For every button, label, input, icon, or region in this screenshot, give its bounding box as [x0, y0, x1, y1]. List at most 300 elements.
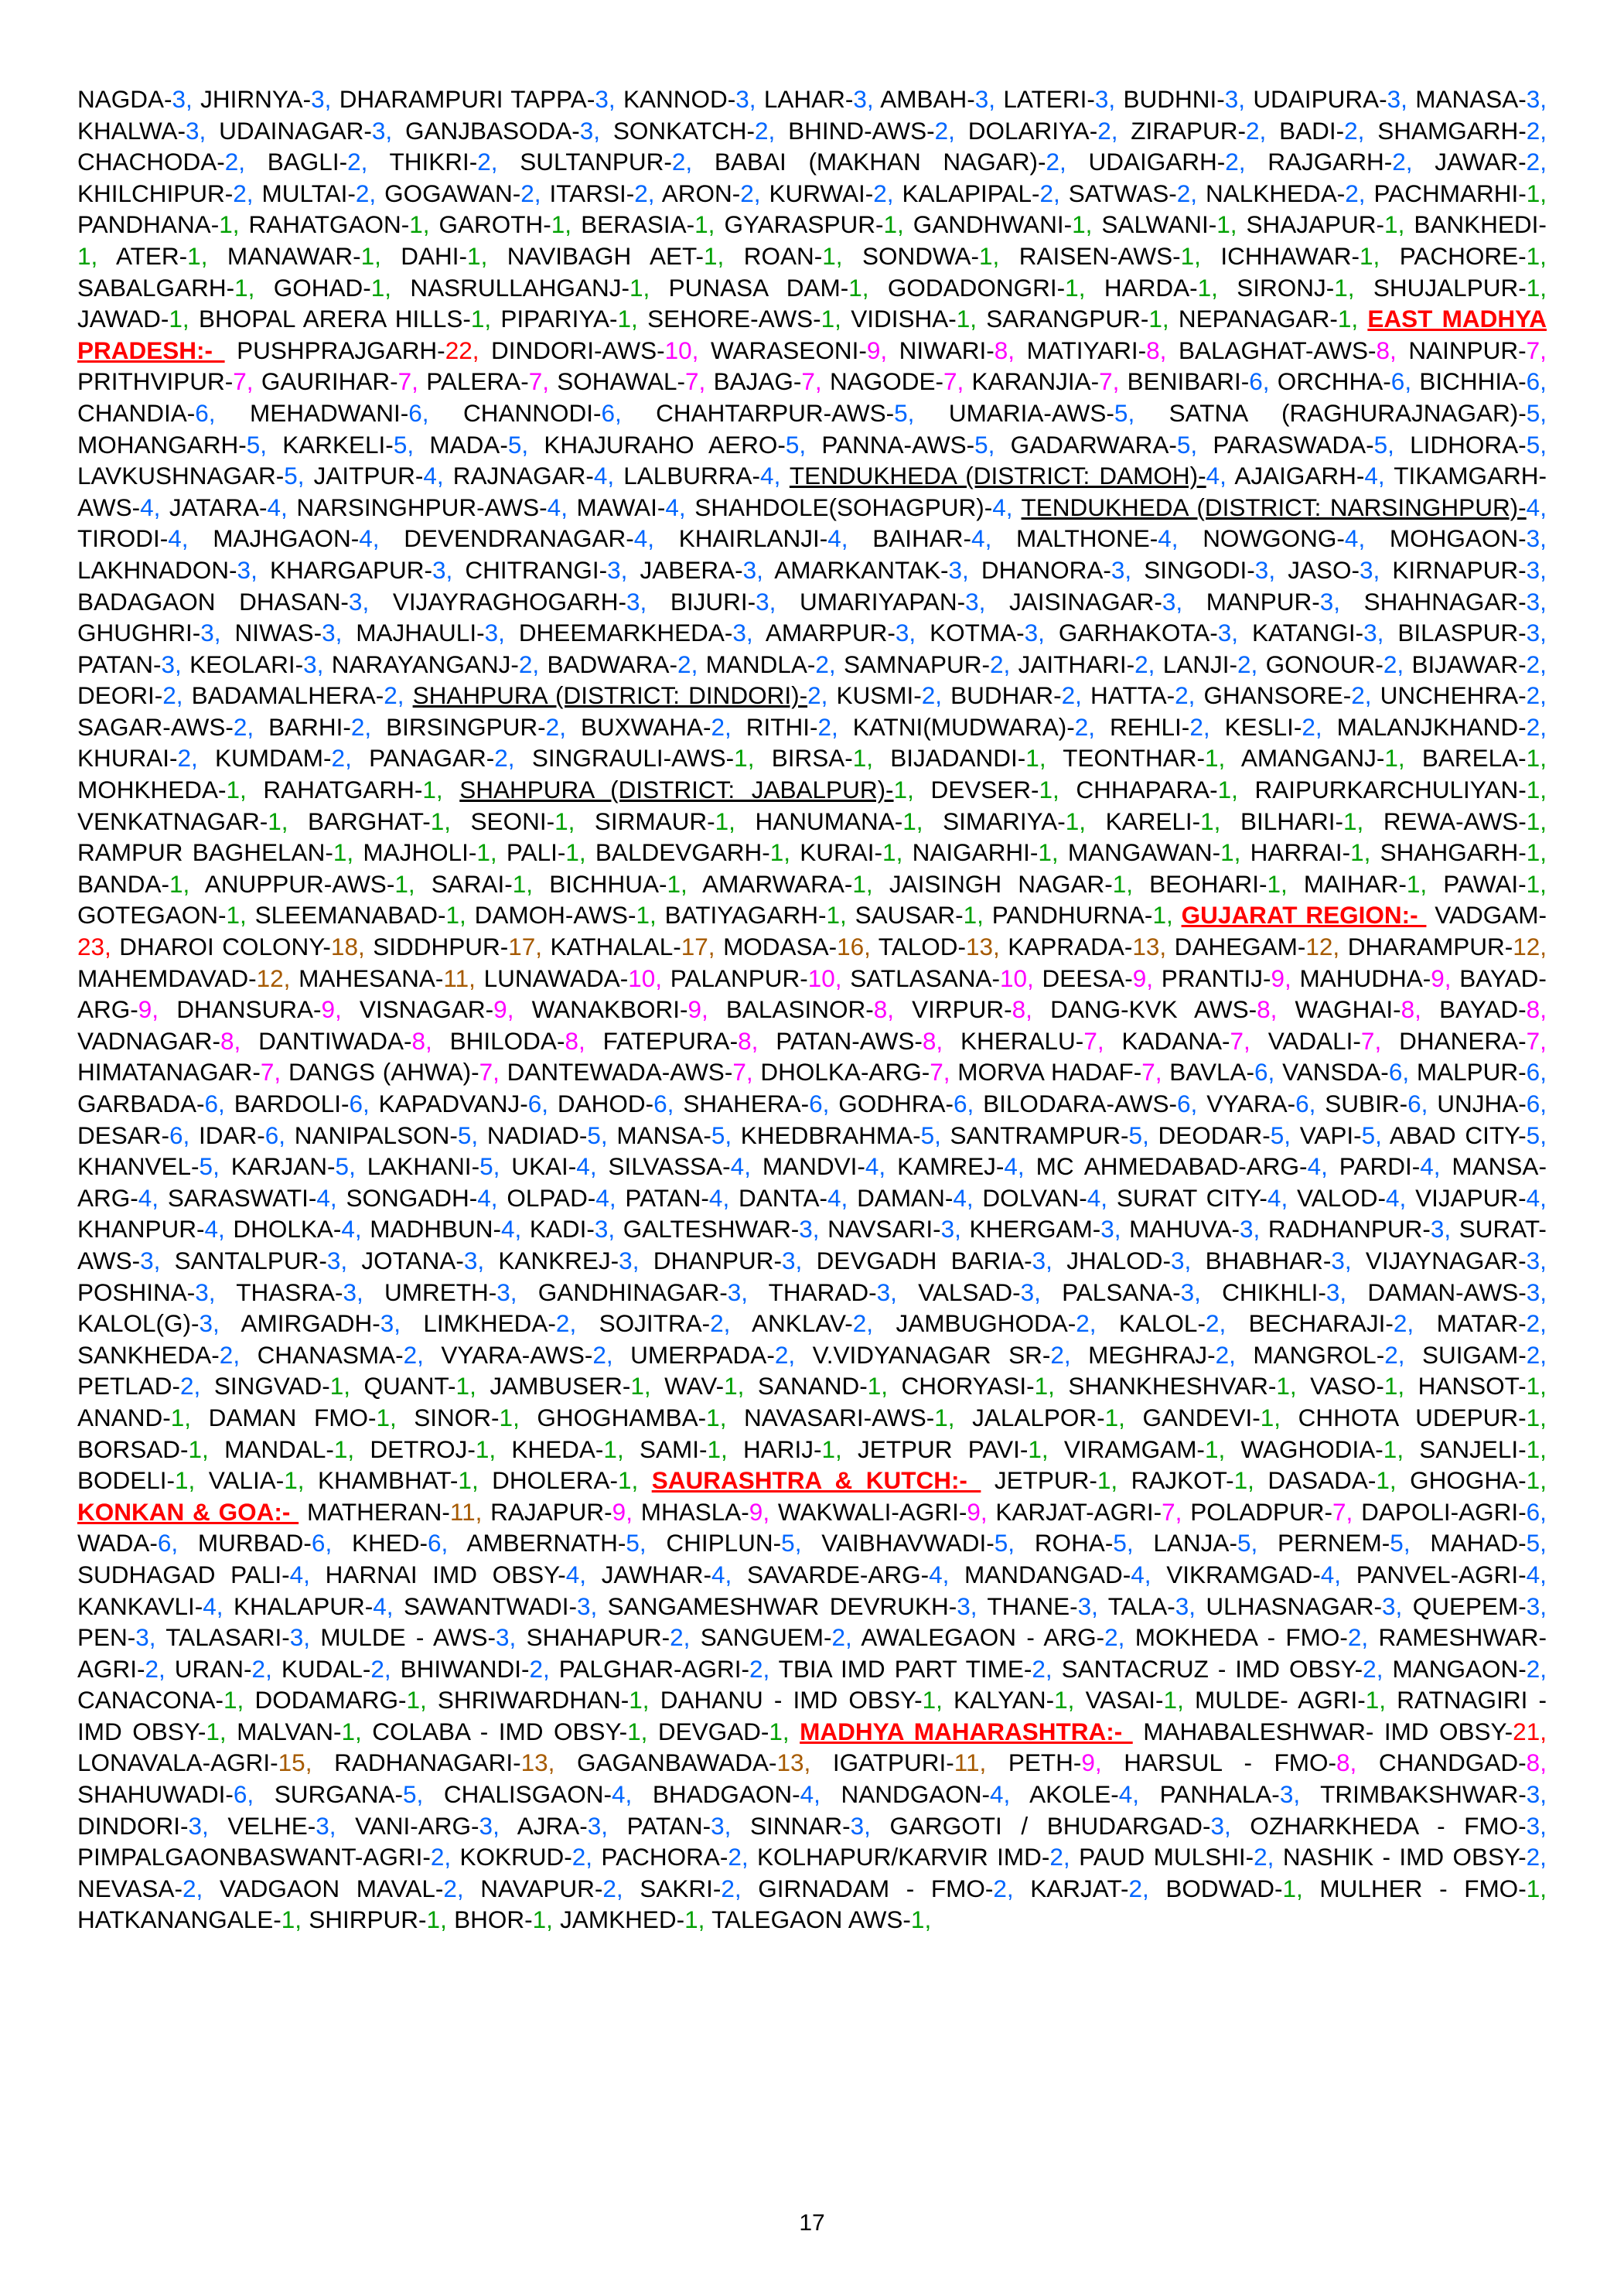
rainfall-count: 7, — [1162, 1497, 1182, 1526]
rainfall-count: 1, — [360, 241, 381, 270]
station-name: JABERA- — [640, 555, 743, 584]
rainfall-count: 2, — [355, 179, 377, 207]
rainfall-count: 1, — [169, 305, 189, 333]
station-name: AMARWARA- — [702, 869, 853, 898]
rainfall-count: 1, — [848, 273, 869, 302]
rainfall-count: 3, — [974, 85, 996, 113]
rainfall-count: 3, — [1387, 85, 1407, 113]
rainfall-count: 3, — [289, 1623, 311, 1652]
rainfall-count: 1, — [565, 838, 586, 867]
station-name: KUMDAM- — [215, 744, 332, 773]
station-name: MALPUR- — [1416, 1058, 1527, 1087]
rainfall-count: 1, — [1526, 1372, 1547, 1400]
rainfall-count: 2, — [477, 148, 498, 176]
rainfall-count: 8, — [1401, 995, 1421, 1024]
station-name: MANPUR- — [1206, 587, 1320, 616]
station-name: NAVSARI- — [827, 1215, 941, 1244]
rainfall-count: 4, — [501, 1215, 522, 1244]
rainfall-count: 1, — [512, 869, 534, 898]
rainfall-count: 3, — [1254, 555, 1276, 584]
station-name: NOWGONG- — [1203, 524, 1345, 553]
station-name: BILASPUR- — [1397, 619, 1527, 647]
rainfall-station-list-page — [77, 84, 1547, 1936]
rainfall-count: 3, — [316, 1811, 336, 1840]
station-name: SIMARIYA- — [943, 807, 1066, 835]
rainfall-count: 1, — [1526, 838, 1547, 867]
station-name: DEESA- — [1042, 964, 1133, 992]
station-name: MANDAL- — [224, 1435, 334, 1463]
rainfall-count: 1, — [1204, 1435, 1226, 1463]
station-name: KURAI- — [800, 838, 883, 867]
rainfall-count: 1, — [430, 807, 451, 835]
rainfall-count: 1, — [551, 210, 572, 239]
rainfall-count: 6, — [601, 398, 622, 427]
rainfall-count: 4, — [990, 1780, 1011, 1809]
rainfall-count: 5, — [1373, 430, 1394, 459]
station-name: BARELA- — [1421, 744, 1527, 773]
rainfall-count: 2, — [233, 712, 254, 741]
station-name: SANTALPUR- — [174, 1246, 327, 1274]
rainfall-count: 2, — [1345, 179, 1366, 207]
rainfall-count: 1, — [629, 273, 650, 302]
rainfall-count: 2, — [1205, 1309, 1227, 1338]
station-name: DOLARIYA- — [967, 116, 1098, 145]
rainfall-count: 1, — [1384, 210, 1405, 239]
station-name: MALVAN- — [237, 1717, 342, 1745]
rainfall-count: 7, — [930, 1058, 950, 1087]
station-name: MOHGAON- — [1389, 524, 1527, 553]
rainfall-count: 1, — [826, 901, 847, 930]
rainfall-count: 3, — [1381, 1592, 1403, 1620]
station-name: BHOPAL ARERA HILLS- — [198, 305, 471, 333]
rainfall-count: 5, — [1128, 1121, 1149, 1149]
rainfall-count: 6, — [1526, 1497, 1547, 1526]
rainfall-count: 5, — [1526, 398, 1547, 427]
station-name: BADWARA- — [547, 650, 678, 678]
station-name: AJRA- — [517, 1811, 588, 1840]
station-name: REWA-AWS- — [1383, 807, 1527, 835]
station-name: KHARGAPUR- — [269, 555, 432, 584]
rainfall-count: 2, — [1392, 148, 1413, 176]
station-name: KATANGI- — [1252, 619, 1364, 647]
rainfall-count: 3, — [1526, 85, 1547, 113]
rainfall-count: 3, — [348, 587, 370, 616]
station-name: KHED- — [352, 1529, 428, 1557]
rainfall-count: 5, — [1526, 1529, 1547, 1557]
rainfall-count: 1, — [852, 744, 874, 773]
rainfall-count: 8, — [1526, 1748, 1547, 1777]
station-name: WANAKBORI- — [531, 995, 688, 1024]
rainfall-count: 5, — [711, 1121, 732, 1149]
station-name: VYARA- — [1206, 1090, 1296, 1117]
rainfall-count: 2, — [1393, 1309, 1414, 1338]
station-name: SONKATCH- — [612, 116, 755, 145]
station-name: KAPRADA- — [1008, 933, 1133, 961]
station-name: SURGANA- — [274, 1780, 403, 1809]
rainfall-count: 1, — [170, 1403, 192, 1431]
station-name: GOTEGAON- — [77, 901, 227, 930]
rainfall-count: 1, — [1526, 869, 1547, 898]
rainfall-count: 17, — [508, 933, 543, 961]
station-name: MAHESANA- — [299, 964, 444, 992]
station-name: GHOGHA- — [1410, 1466, 1527, 1495]
station-name: VIRAMGAM- — [1063, 1435, 1205, 1463]
station-name: KANKREJ- — [498, 1246, 619, 1274]
station-name: GANDHINAGAR- — [537, 1278, 728, 1306]
rainfall-count: 1, — [821, 1435, 842, 1463]
rainfall-count: 5, — [1526, 430, 1547, 459]
rainfall-count: 2, — [755, 116, 776, 145]
rainfall-count: 4, — [1526, 493, 1547, 521]
station-name: ICHHAWAR- — [1220, 241, 1360, 270]
rainfall-count: 1, — [1260, 1403, 1281, 1431]
station-name: DHARAMPURI TAPPA- — [339, 85, 595, 113]
rainfall-count: 4, — [1344, 524, 1366, 553]
rainfall-count: 9, — [493, 995, 514, 1024]
station-name: DAMAN FMO- — [208, 1403, 377, 1431]
rainfall-count: 17, — [681, 933, 715, 961]
rainfall-count: 3, — [1162, 587, 1183, 616]
rainfall-count: 4, — [168, 524, 189, 553]
station-name: MANDANGAD- — [964, 1560, 1131, 1588]
rainfall-count: 6, — [408, 398, 429, 427]
rainfall-count: 4, — [203, 1592, 223, 1620]
station-name: SHUJALPUR- — [1373, 273, 1527, 302]
station-name: KARANJIA- — [971, 367, 1100, 396]
rainfall-count: 1, — [821, 305, 841, 333]
rainfall-count: 5, — [479, 1152, 500, 1181]
station-name: NAGDA- — [77, 85, 172, 113]
station-name: CHACHODA- — [77, 148, 225, 176]
rainfall-count: 4, — [865, 1152, 886, 1181]
station-name: CHHAPARA- — [1076, 776, 1218, 804]
station-name: NEVASA- — [77, 1874, 183, 1902]
rainfall-count: 9, — [321, 995, 342, 1024]
rainfall-count: 6, — [264, 1121, 286, 1149]
rainfall-count: 1, — [458, 1466, 479, 1495]
rainfall-count: 2, — [1104, 1623, 1125, 1652]
rainfall-count: 1, — [1152, 901, 1173, 930]
station-name: RITHI- — [745, 712, 818, 741]
rainfall-count: 1, — [910, 1905, 932, 1934]
station-name: HANUMANA- — [755, 807, 903, 835]
station-name: AMBAH- — [880, 85, 975, 113]
rainfall-count: 2, — [677, 650, 698, 678]
station-name: CHANDIA- — [77, 398, 196, 427]
rainfall-count: 4, — [1118, 1780, 1139, 1809]
rainfall-count: 11, — [954, 1748, 987, 1777]
station-name: GALTESHWAR- — [623, 1215, 800, 1244]
station-name: PATAN- — [77, 650, 162, 678]
rainfall-count: 21, — [1513, 1717, 1547, 1745]
station-name: SURAT CITY- — [1116, 1183, 1267, 1212]
station-name: HATKANANGALE- — [77, 1905, 281, 1934]
rainfall-count: 9, — [1081, 1748, 1102, 1777]
rainfall-count: 3, — [1430, 1215, 1452, 1244]
rainfall-count: 4, — [140, 493, 161, 521]
rainfall-count: 13, — [776, 1748, 811, 1777]
station-name: SHAJAPUR- — [1246, 210, 1385, 239]
station-name: DHOLKA-ARG- — [760, 1058, 930, 1087]
station-name: PIMPALGAONBASWANT-AGRI- — [77, 1843, 431, 1871]
rainfall-count: 3, — [853, 85, 874, 113]
rainfall-count: 11, — [443, 964, 476, 992]
rainfall-count: 2, — [1076, 1309, 1097, 1338]
station-name: REHLI- — [1110, 712, 1190, 741]
station-name: BODWAD- — [1165, 1874, 1283, 1902]
station-name: TIKAMGARH-AWS- — [77, 462, 1547, 521]
rainfall-count: 3, — [1111, 555, 1132, 584]
rainfall-count: 3, — [1526, 1811, 1547, 1840]
station-name: MORVA HADAF- — [957, 1058, 1142, 1087]
station-name: AMBERNATH- — [466, 1529, 626, 1557]
rainfall-count: 13, — [520, 1748, 555, 1777]
rainfall-count: 1, — [445, 901, 466, 930]
rainfall-count: 3, — [727, 1278, 749, 1306]
station-name: JAISINAGAR- — [1009, 587, 1162, 616]
rainfall-count: 1, — [1526, 1435, 1547, 1463]
station-name: PUSHPRAJGARH- — [237, 336, 445, 364]
station-name: BICHHIA- — [1419, 367, 1527, 396]
station-name: NALKHEDA- — [1205, 179, 1346, 207]
station-name: SINNAR- — [750, 1811, 851, 1840]
station-name: JAISINGH NAGAR- — [889, 869, 1113, 898]
station-name: THASRA- — [236, 1278, 343, 1306]
rainfall-count: 2, — [403, 1340, 424, 1369]
station-name: PANDHURNA- — [991, 901, 1153, 930]
station-name: SHIRPUR- — [309, 1905, 427, 1934]
rainfall-count: 18, — [330, 933, 365, 961]
rainfall-count: 1, — [1376, 1466, 1397, 1495]
station-name: GHUGHRI- — [77, 619, 201, 647]
station-name: MAIHAR- — [1303, 869, 1407, 898]
station-name: SAMNAPUR- — [844, 650, 991, 678]
station-name: CHANDGAD- — [1378, 1748, 1527, 1777]
rainfall-count: 3, — [1100, 1215, 1121, 1244]
rainfall-count: 2, — [182, 1874, 203, 1902]
station-name: ORCHHA- — [1277, 367, 1391, 396]
station-name: MAJHGAON- — [213, 524, 360, 553]
station-name: PALERA- — [426, 367, 529, 396]
station-name: BIRSINGPUR- — [386, 712, 546, 741]
rainfall-count: 8, — [1336, 1748, 1357, 1777]
station-name: RAMPUR BAGHELAN- — [77, 838, 333, 867]
station-name: PERNEM- — [1278, 1529, 1390, 1557]
rainfall-count: 4, — [1385, 1183, 1407, 1212]
rainfall-count: 3, — [1363, 619, 1384, 647]
station-name: PANVEL-AGRI- — [1356, 1560, 1527, 1588]
rainfall-count: 1, — [1526, 776, 1547, 804]
rainfall-count: 2, — [710, 1309, 731, 1338]
rainfall-count: 3, — [1210, 1811, 1231, 1840]
station-name: DHOLERA- — [492, 1466, 618, 1495]
rainfall-count: 4, — [547, 493, 568, 521]
rainfall-count: 4, — [971, 524, 992, 553]
station-name: DHANSURA- — [176, 995, 322, 1024]
station-name: LANJA- — [1153, 1529, 1237, 1557]
station-name: SHAMGARH- — [1377, 116, 1527, 145]
station-name: KHEDBRAHMA- — [740, 1121, 921, 1149]
rainfall-count: 16, — [837, 933, 871, 961]
rainfall-count: 2, — [1225, 148, 1246, 176]
rainfall-count: 5, — [994, 1529, 1015, 1557]
rainfall-count: 4, — [760, 462, 781, 490]
station-name: ABAD CITY- — [1389, 1121, 1527, 1149]
station-name: SLEEMANABAD- — [254, 901, 446, 930]
rainfall-count: 3, — [1279, 1780, 1301, 1809]
station-name: JAITPUR- — [313, 462, 424, 490]
rainfall-count: 1, — [532, 1905, 553, 1934]
rainfall-count: 1, — [554, 807, 575, 835]
station-name: KHANPUR- — [77, 1215, 205, 1244]
station-name: MAJHOLI- — [363, 838, 477, 867]
station-name: BICHHUA- — [549, 869, 667, 898]
rainfall-count: 3, — [1526, 1278, 1547, 1306]
station-name: GHANSORE- — [1203, 681, 1352, 710]
rainfall-count: 5, — [284, 462, 305, 490]
station-name: FATEPURA- — [602, 1026, 739, 1055]
station-name: BHIWANDI- — [400, 1654, 530, 1683]
rainfall-count: 3, — [1032, 1246, 1053, 1274]
rainfall-count: 2, — [1032, 1654, 1053, 1683]
station-name: RATNAGIRI - IMD OBSY- — [77, 1686, 1547, 1745]
station-name: SATWAS- — [1068, 179, 1177, 207]
station-name: WAV- — [664, 1372, 725, 1400]
station-name: MALTHONE- — [1016, 524, 1158, 553]
rainfall-count: 4, — [138, 1183, 159, 1212]
station-name: DEORI- — [77, 681, 163, 710]
rainfall-count: 8, — [738, 1026, 759, 1055]
rainfall-count: 5, — [1390, 1529, 1411, 1557]
station-name: DANTIWADA- — [258, 1026, 412, 1055]
rainfall-count: 5, — [335, 1152, 356, 1181]
station-name: SHAHGARH- — [1380, 838, 1527, 867]
rainfall-count: 1, — [1148, 305, 1169, 333]
rainfall-count: 5, — [1361, 1121, 1382, 1149]
station-name: SAVARDE-ARG- — [746, 1560, 930, 1588]
rainfall-count: 9, — [749, 1497, 770, 1526]
station-name: MANGAON- — [1392, 1654, 1527, 1683]
rainfall-count: 3, — [587, 1811, 609, 1840]
station-name: BUDHAR- — [950, 681, 1062, 710]
station-name: VAPI- — [1299, 1121, 1362, 1149]
station-name: HANSOT- — [1418, 1372, 1527, 1400]
rainfall-count: 1, — [617, 305, 638, 333]
station-name: WAKWALI-AGRI- — [777, 1497, 967, 1526]
rainfall-count: 4, — [1526, 1560, 1547, 1588]
station-name: SANGAMESHWAR DEVRUKH- — [607, 1592, 957, 1620]
station-name: SINGVAD- — [213, 1372, 330, 1400]
station-name: BHOR- — [454, 1905, 533, 1934]
station-name: GAGANBAWADA- — [577, 1748, 777, 1777]
rainfall-count: 1, — [1343, 807, 1364, 835]
station-name: MANGROL- — [1253, 1340, 1385, 1369]
station-name: JALALPOR- — [972, 1403, 1105, 1431]
station-name: KATHALAL- — [550, 933, 681, 961]
station-name: SULTANPUR- — [520, 148, 672, 176]
rainfall-count: 3, — [948, 555, 969, 584]
rainfall-count: 1, — [370, 273, 391, 302]
rainfall-count: 1, — [1197, 273, 1218, 302]
station-name: ULHASNAGAR- — [1206, 1592, 1382, 1620]
rainfall-count: 3, — [237, 555, 258, 584]
rainfall-count: 2, — [749, 1654, 770, 1683]
rainfall-count: 4, — [800, 1780, 821, 1809]
rainfall-count: 1, — [1039, 776, 1059, 804]
rainfall-count: 3, — [1024, 619, 1045, 647]
station-name: JAWHAR- — [601, 1560, 712, 1588]
rainfall-count: 1, — [226, 901, 247, 930]
station-name: AMIRGADH- — [241, 1309, 380, 1338]
rainfall-count: 1, — [715, 807, 735, 835]
station-name: KALOL- — [1118, 1309, 1206, 1338]
station-name: GODHRA- — [838, 1090, 954, 1117]
station-name: CHORYASI- — [901, 1372, 1035, 1400]
rainfall-count: 5, — [457, 1121, 479, 1149]
rainfall-count: 2, — [1097, 116, 1118, 145]
station-name: PAUD MULSHI- — [1079, 1843, 1254, 1871]
station-name: KALOL(G)- — [77, 1309, 200, 1338]
rainfall-count: 3, — [1020, 1278, 1041, 1306]
rainfall-count: 3, — [1319, 587, 1341, 616]
rainfall-count: 3, — [1526, 1780, 1547, 1809]
rainfall-count: 2, — [1384, 1340, 1405, 1369]
station-name: VIRPUR- — [912, 995, 1012, 1024]
station-name: KADI- — [529, 1215, 595, 1244]
rainfall-count: 6, — [1249, 367, 1270, 396]
rainfall-count: 6, — [1526, 367, 1547, 396]
station-name: GARBADA- — [77, 1090, 205, 1117]
station-name: JHALOD- — [1066, 1246, 1171, 1274]
station-name: SIRMAUR- — [594, 807, 715, 835]
station-name: BANKHEDI- — [1414, 210, 1547, 239]
rainfall-count: 1, — [77, 241, 98, 270]
station-name: MATIYARI- — [1026, 336, 1147, 364]
rainfall-count: 1, — [1526, 1403, 1547, 1431]
station-name: DHANPUR- — [653, 1246, 782, 1274]
station-name: DEVGAD- — [657, 1717, 769, 1745]
rainfall-count: 3, — [135, 1623, 156, 1652]
rainfall-count: 7, — [1332, 1497, 1353, 1526]
station-name: WAGHODIA- — [1240, 1435, 1383, 1463]
rainfall-count: 4, — [1320, 1560, 1342, 1588]
rainfall-count: 3, — [432, 555, 453, 584]
rainfall-count: 8, — [411, 1026, 432, 1055]
rainfall-count: 2, — [1526, 116, 1547, 145]
rainfall-count: 3, — [1526, 619, 1547, 647]
rainfall-count: 1, — [1072, 210, 1093, 239]
rainfall-count: 1, — [627, 1717, 648, 1745]
station-name: PATAN-AWS- — [776, 1026, 923, 1055]
station-name: SALWANI- — [1101, 210, 1217, 239]
rainfall-count: 2, — [592, 1340, 613, 1369]
station-name: BIJADANDI- — [890, 744, 1026, 773]
rainfall-count: 1, — [734, 744, 755, 773]
station-name: BENIBARI- — [1127, 367, 1250, 396]
station-name: DANG-KVK AWS- — [1050, 995, 1257, 1024]
station-name: BAGLI- — [267, 148, 348, 176]
rainfall-count: 4, — [611, 1780, 633, 1809]
station-name: V.VIDYANAGAR SR- — [812, 1340, 1051, 1369]
rainfall-count: 1, — [979, 241, 1000, 270]
station-name: NAVASARI-AWS- — [744, 1403, 935, 1431]
rainfall-count: 2, — [873, 179, 894, 207]
rainfall-count: 2, — [990, 650, 1011, 678]
rainfall-count: 4, — [827, 524, 848, 553]
station-name: VENKATNAGAR- — [77, 807, 268, 835]
station-name: CHAHTARPUR-AWS- — [656, 398, 895, 427]
station-name: DANGS (AHWA)- — [288, 1058, 479, 1087]
